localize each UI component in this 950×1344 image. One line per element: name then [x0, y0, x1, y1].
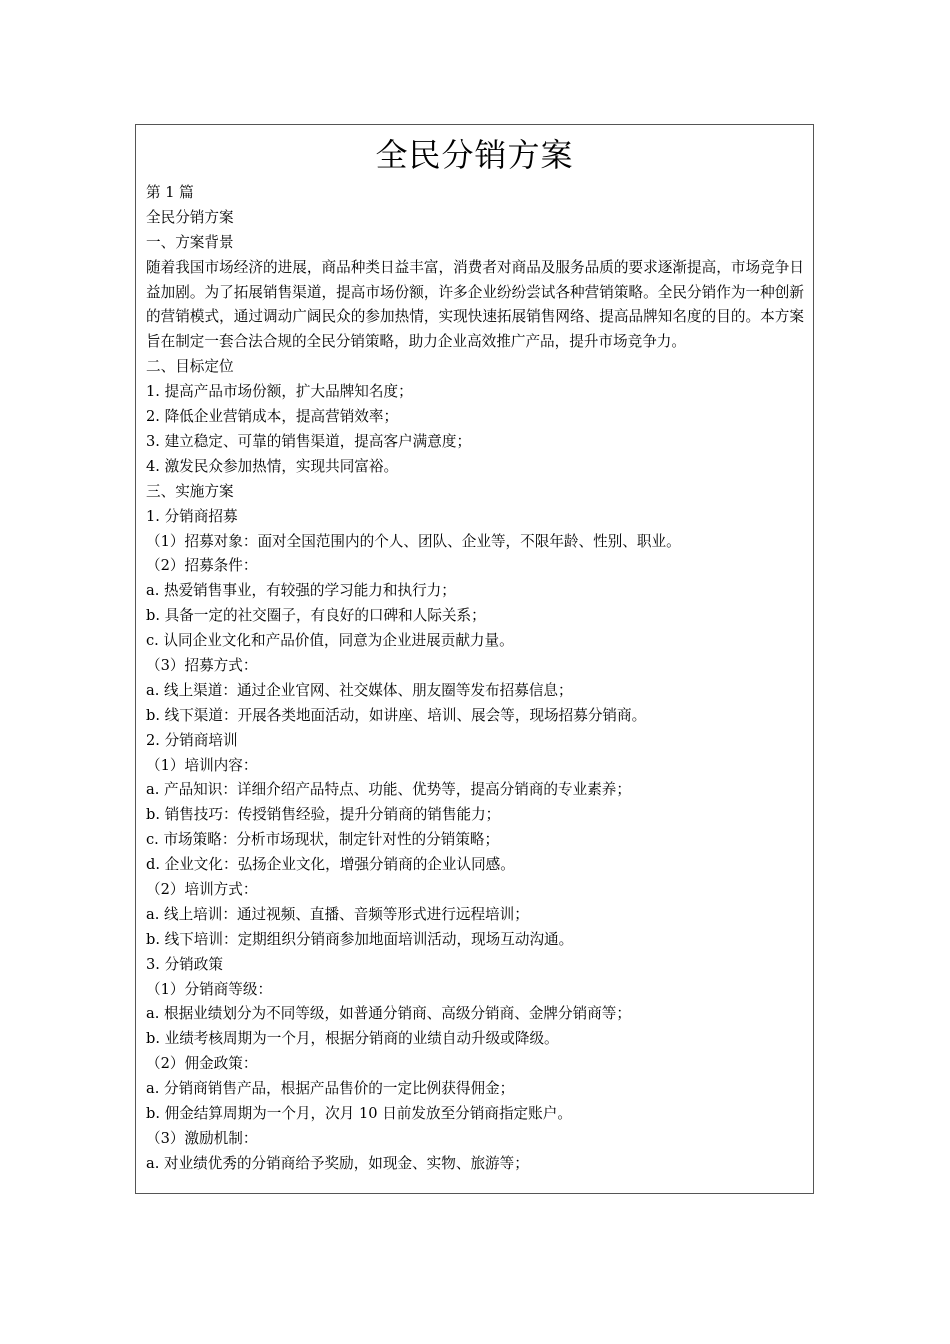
text-line: （3）激励机制：: [146, 1129, 258, 1147]
text-line: （3）招募方式：: [146, 656, 258, 674]
text-line: （2）招募条件：: [146, 557, 258, 575]
text-line: b. 业绩考核周期为一个月，根据分销商的业绩自动升级或降级。: [146, 1030, 559, 1048]
text-line: b. 销售技巧：传授销售经验，提升分销商的销售能力；: [146, 806, 501, 824]
text-line: 二、目标定位: [146, 358, 234, 376]
text-line: 第 1 篇: [146, 184, 194, 201]
text-line: 1. 提高产品市场份额，扩大品牌知名度；: [146, 383, 413, 401]
text-line: a. 热爱销售事业，有较强的学习能力和执行力；: [146, 582, 456, 600]
text-line: 4. 激发民众参加热情，实现共同富裕。: [146, 457, 399, 475]
text-line: a. 产品知识：详细介绍产品特点、功能、优势等，提高分销商的专业素养；: [146, 781, 631, 799]
text-line: b. 佣金结算周期为一个月，次月 10 日前发放至分销商指定账户。: [146, 1105, 572, 1123]
text-line: （2）培训方式：: [146, 881, 258, 898]
text-line: b. 线下渠道：开展各类地面活动，如讲座、培训、展会等，现场招募分销商。: [146, 706, 647, 724]
text-line: b. 具备一定的社交圈子，有良好的口碑和人际关系；: [146, 607, 486, 625]
text-line: d. 企业文化：弘扬企业文化，增强分销商的企业认同感。: [146, 856, 515, 874]
text-line: 全民分销方案: [146, 208, 234, 226]
text-line: （2）佣金政策：: [146, 1055, 258, 1073]
document-page: [135, 124, 814, 1194]
text-line: c. 市场策略：分析市场现状，制定针对性的分销策略；: [146, 831, 500, 849]
text-line: c. 认同企业文化和产品价值，同意为企业进展贡献力量。: [146, 632, 514, 650]
text-line: 2. 降低企业营销成本，提高营销效率；: [146, 408, 399, 426]
background-paragraph: 随着我国市场经济的进展，商品种类日益丰富，消费者对商品及服务品质的要求逐渐提高，市场竞争日益加剧。为了拓展销售渠道，提高市场份额，许多企业纷纷尝试各种营销策略。全民分销作为一种创新的营销模式，通过调动广阔民众的参加热情，实现快速拓展销售网络、提高品牌知名度的目的。本方案旨在制定一套合法合规的全民分销策略，助力企业高效推广产品，提升市场竞争力。: [146, 258, 804, 351]
text-line: a. 根据业绩划分为不同等级，如普通分销商、高级分销商、金牌分销商等；: [146, 1005, 631, 1023]
text-line: （1）培训内容：: [146, 756, 258, 774]
text-line: a. 线上渠道：通过企业官网、社交媒体、朋友圈等发布招募信息；: [146, 681, 573, 699]
text-line: 3. 分销政策: [146, 955, 223, 973]
document-body: [136, 181, 813, 1177]
text-line: 2. 分销商培训: [146, 731, 238, 749]
text-line: a. 分销商销售产品，根据产品售价的一定比例获得佣金；: [146, 1080, 515, 1098]
text-line: （1）招募对象：面对全国范围内的个人、团队、企业等，不限年龄、性别、职业。: [146, 532, 681, 550]
intro-lines: [146, 181, 804, 256]
text-line: b. 线下培训：定期组织分销商参加地面培训活动，现场互动沟通。: [146, 930, 574, 948]
content-lines: [146, 355, 804, 1176]
text-line: （1）分销商等级：: [146, 980, 273, 998]
text-line: a. 线上培训：通过视频、直播、音频等形式进行远程培训；: [146, 905, 529, 923]
text-line: a. 对业绩优秀的分销商给予奖励，如现金、实物、旅游等；: [146, 1154, 529, 1172]
text-line: 一、方案背景: [146, 233, 234, 251]
text-line: 3. 建立稳定、可靠的销售渠道，提高客户满意度；: [146, 432, 472, 450]
document-title: 全民分销方案: [375, 136, 574, 174]
text-line: 三、实施方案: [146, 482, 234, 500]
text-line: 1. 分销商招募: [146, 507, 238, 525]
